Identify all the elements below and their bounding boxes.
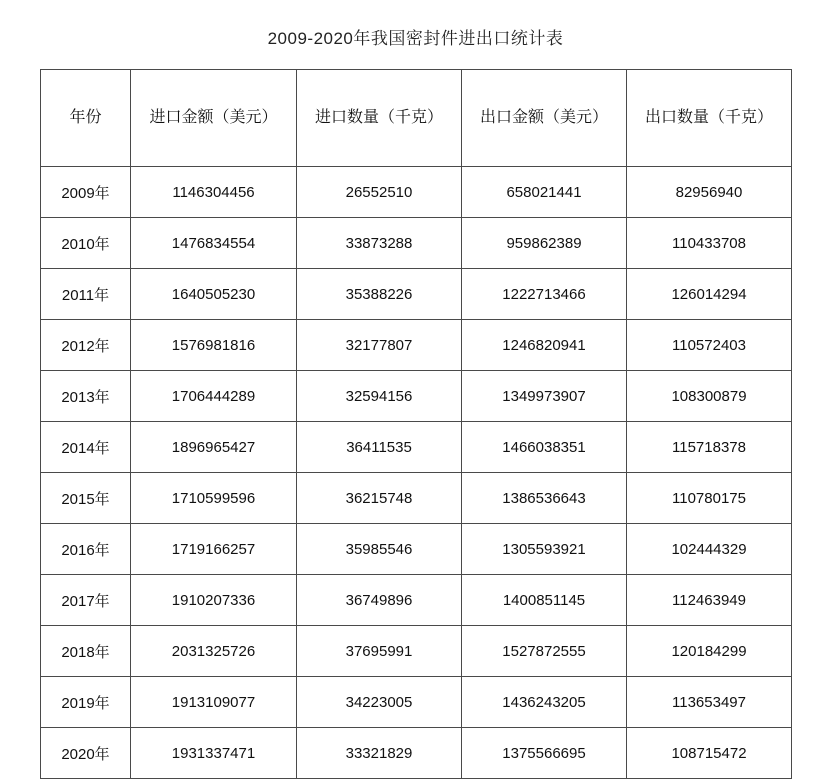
cell-import-quantity: 26552510 bbox=[297, 167, 462, 218]
cell-import-amount: 1910207336 bbox=[131, 575, 297, 626]
table-row bbox=[41, 320, 792, 371]
table-row bbox=[41, 167, 792, 218]
cell-export-quantity: 102444329 bbox=[627, 524, 792, 575]
cell-export-amount: 1349973907 bbox=[462, 371, 627, 422]
table-row bbox=[41, 269, 792, 320]
cell-year: 2011年 bbox=[41, 269, 131, 320]
table-header-row bbox=[41, 70, 792, 167]
cell-import-quantity: 37695991 bbox=[297, 626, 462, 677]
column-header-import-amount: 进口金额（美元） bbox=[131, 70, 297, 167]
table-row bbox=[41, 371, 792, 422]
cell-import-quantity: 36411535 bbox=[297, 422, 462, 473]
cell-import-amount: 1640505230 bbox=[131, 269, 297, 320]
cell-import-quantity: 32594156 bbox=[297, 371, 462, 422]
cell-year: 2012年 bbox=[41, 320, 131, 371]
cell-import-quantity: 33321829 bbox=[297, 728, 462, 779]
cell-import-quantity: 36215748 bbox=[297, 473, 462, 524]
cell-year: 2019年 bbox=[41, 677, 131, 728]
cell-export-quantity: 108715472 bbox=[627, 728, 792, 779]
cell-import-quantity: 33873288 bbox=[297, 218, 462, 269]
table-body bbox=[41, 167, 792, 779]
cell-year: 2017年 bbox=[41, 575, 131, 626]
column-header-year: 年份 bbox=[41, 70, 131, 167]
table-row bbox=[41, 728, 792, 779]
column-header-import-quantity: 进口数量（千克） bbox=[297, 70, 462, 167]
cell-year: 2010年 bbox=[41, 218, 131, 269]
cell-export-amount: 1246820941 bbox=[462, 320, 627, 371]
cell-export-amount: 658021441 bbox=[462, 167, 627, 218]
cell-export-amount: 1386536643 bbox=[462, 473, 627, 524]
cell-export-amount: 1436243205 bbox=[462, 677, 627, 728]
table-row bbox=[41, 677, 792, 728]
cell-import-amount: 1576981816 bbox=[131, 320, 297, 371]
cell-import-amount: 2031325726 bbox=[131, 626, 297, 677]
cell-export-amount: 1305593921 bbox=[462, 524, 627, 575]
import-export-statistics-table bbox=[40, 69, 792, 779]
column-header-export-quantity: 出口数量（千克） bbox=[627, 70, 792, 167]
cell-import-quantity: 36749896 bbox=[297, 575, 462, 626]
page-title: 2009-2020年我国密封件进出口统计表 bbox=[267, 29, 564, 48]
cell-export-quantity: 110780175 bbox=[627, 473, 792, 524]
cell-export-amount: 1527872555 bbox=[462, 626, 627, 677]
cell-export-quantity: 110433708 bbox=[627, 218, 792, 269]
cell-year: 2020年 bbox=[41, 728, 131, 779]
cell-export-quantity: 126014294 bbox=[627, 269, 792, 320]
cell-import-quantity: 35985546 bbox=[297, 524, 462, 575]
cell-import-amount: 1710599596 bbox=[131, 473, 297, 524]
cell-import-quantity: 35388226 bbox=[297, 269, 462, 320]
cell-year: 2016年 bbox=[41, 524, 131, 575]
cell-export-amount: 1222713466 bbox=[462, 269, 627, 320]
cell-export-quantity: 110572403 bbox=[627, 320, 792, 371]
table-container bbox=[0, 69, 831, 779]
table-row bbox=[41, 473, 792, 524]
cell-import-amount: 1719166257 bbox=[131, 524, 297, 575]
cell-year: 2013年 bbox=[41, 371, 131, 422]
cell-export-quantity: 112463949 bbox=[627, 575, 792, 626]
table-row bbox=[41, 575, 792, 626]
cell-export-amount: 1466038351 bbox=[462, 422, 627, 473]
cell-year: 2018年 bbox=[41, 626, 131, 677]
cell-export-amount: 1400851145 bbox=[462, 575, 627, 626]
cell-export-quantity: 108300879 bbox=[627, 371, 792, 422]
table-row bbox=[41, 218, 792, 269]
cell-export-amount: 1375566695 bbox=[462, 728, 627, 779]
cell-import-quantity: 34223005 bbox=[297, 677, 462, 728]
table-row bbox=[41, 422, 792, 473]
cell-import-amount: 1706444289 bbox=[131, 371, 297, 422]
cell-export-quantity: 82956940 bbox=[627, 167, 792, 218]
cell-import-amount: 1931337471 bbox=[131, 728, 297, 779]
cell-import-amount: 1896965427 bbox=[131, 422, 297, 473]
cell-year: 2015年 bbox=[41, 473, 131, 524]
cell-export-quantity: 120184299 bbox=[627, 626, 792, 677]
table-row bbox=[41, 524, 792, 575]
cell-export-amount: 959862389 bbox=[462, 218, 627, 269]
table-header bbox=[41, 70, 792, 167]
cell-import-quantity: 32177807 bbox=[297, 320, 462, 371]
cell-import-amount: 1476834554 bbox=[131, 218, 297, 269]
column-header-export-amount: 出口金额（美元） bbox=[462, 70, 627, 167]
cell-import-amount: 1913109077 bbox=[131, 677, 297, 728]
cell-year: 2014年 bbox=[41, 422, 131, 473]
cell-import-amount: 1146304456 bbox=[131, 167, 297, 218]
cell-year: 2009年 bbox=[41, 167, 131, 218]
cell-export-quantity: 113653497 bbox=[627, 677, 792, 728]
cell-export-quantity: 115718378 bbox=[627, 422, 792, 473]
table-row bbox=[41, 626, 792, 677]
